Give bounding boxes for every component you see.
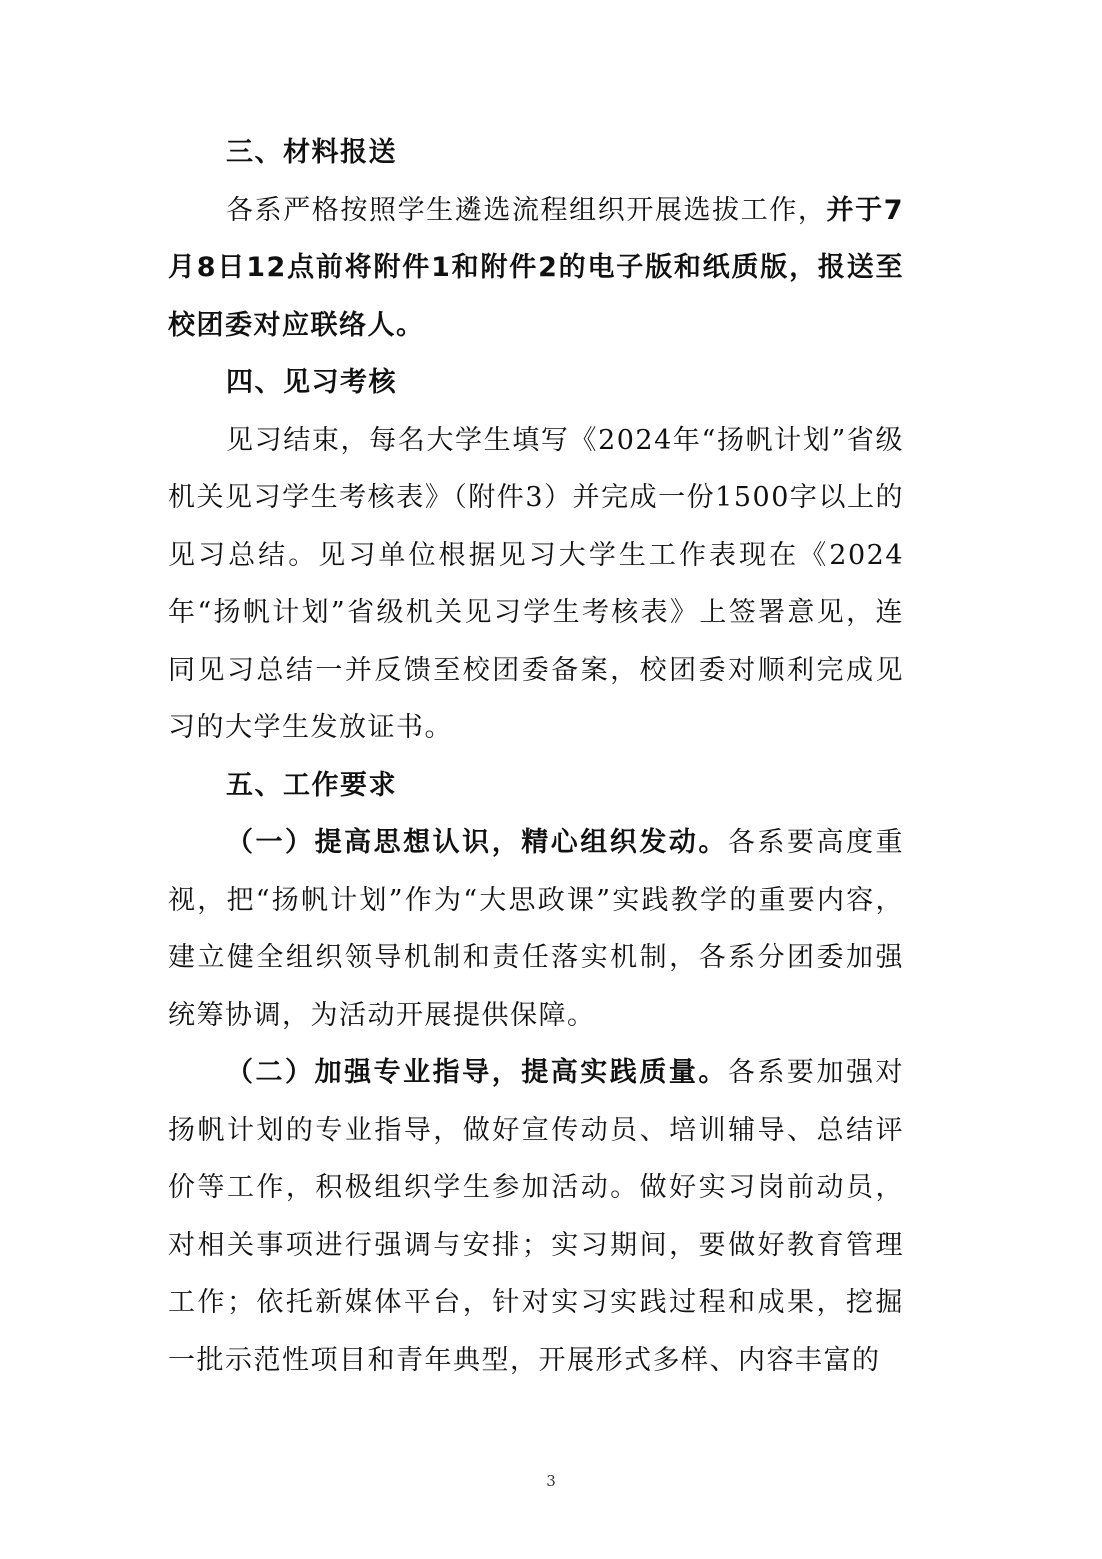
paragraph-requirement-1 — [168, 814, 904, 1044]
section-heading-materials: 三、材料报送 — [226, 137, 397, 168]
text-normal: 各系严格按照学生遴选流程组织开展选拔工作， — [226, 194, 827, 226]
section-heading-requirements: 五、工作要求 — [226, 769, 397, 801]
requirement-2-lead: （二）加强专业指导，提高实践质量。 — [226, 1057, 728, 1088]
page-number: 3 — [546, 1472, 556, 1490]
requirement-2-body: 各系要加强对扬帆计划的专业指导，做好宣传动员、培训辅导、总结评价等工作，积极组织学生参加活动。做好实习岗前动员，对相关事项进行强调与安排；实习期间，要做好教育管理工作；依托新媒体平台，针对实习实践过程和成果，挖掘一批示范性项目和青年典型，开展形式多样、内容丰富的 — [168, 1057, 905, 1376]
paragraph-requirement-2 — [168, 1044, 904, 1389]
paragraph-assessment: 见习结束，每名大学生填写《2024年“扬帆计划”省级机关见习学生考核表》（附件3）并完成一份1500字以上的见习总结。见习单位根据见习大学生工作表现在《2024年“扬帆计划”省级机关见习学生考核表》上签署意见，连同见习总结一并反馈至校团委备案，校团委对顺利完成见习的大学生发放证书。 — [168, 424, 904, 743]
document-body — [168, 124, 904, 1389]
requirement-1-body: 各系要高度重视，把“扬帆计划”作为“大思政课”实践教学的重要内容，建立健全组织领导机制和责任落实机制，各系分团委加强统筹协调，为活动开展提供保障。 — [168, 827, 905, 1031]
requirement-1-lead: （一）提高思想认识，精心组织发动。 — [226, 827, 728, 858]
section-heading-assessment: 四、见习考核 — [226, 367, 397, 398]
paragraph-materials-submission — [168, 182, 904, 355]
text-deadline-bold: 并于7月8日12点前将附件1和附件2的电子版和纸质版，报送至校团委对应联络人。 — [168, 194, 904, 341]
